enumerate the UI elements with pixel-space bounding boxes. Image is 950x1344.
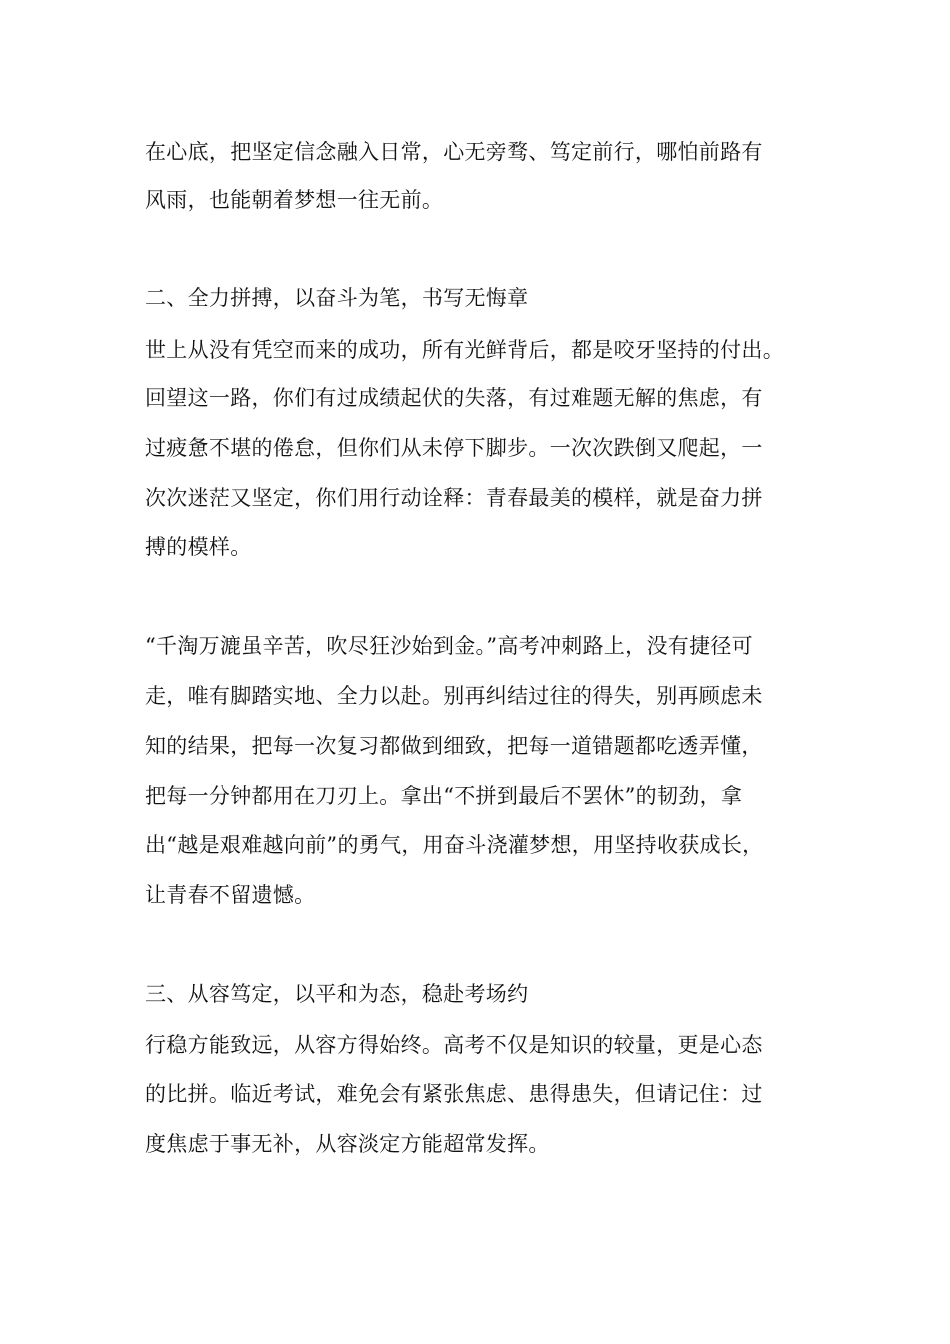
paragraph-line: 出“越是艰难越向前”的勇气，用奋斗浇灌梦想，用坚持收获成长，: [145, 833, 764, 857]
paragraph-line: 行稳方能致远，从容方得始终。高考不仅是知识的较量，更是心态: [145, 1033, 763, 1057]
paragraph-line: 风雨，也能朝着梦想一往无前。: [145, 188, 444, 212]
paragraph-line: 的比拼。临近考试，难免会有紧张焦虑、患得患失，但请记住：过: [145, 1082, 763, 1106]
paragraph-line: 过疲惫不堪的倦怠，但你们从未停下脚步。一次次跌倒又爬起，一: [145, 436, 763, 460]
paragraph-line: 把每一分钟都用在刀刃上。拿出“不拼到最后不罢休”的韧劲，拿: [145, 784, 743, 808]
paragraph-line: 度焦虑于事无补，从容淡定方能超常发挥。: [145, 1132, 550, 1156]
paragraph-line: 搏的模样。: [145, 535, 252, 559]
paragraph-line: 让青春不留遗憾。: [145, 883, 316, 907]
paragraph-line: 知的结果，把每一次复习都做到细致，把每一道错题都吃透弄懂，: [145, 734, 763, 758]
paragraph-line: 世上从没有凭空而来的成功，所有光鲜背后，都是咬牙坚持的付出。: [145, 338, 784, 362]
section-heading: 二、全力拼搏，以奋斗为笔，书写无悔章: [145, 286, 529, 310]
paragraph-line: 次次迷茫又坚定，你们用行动诠释：青春最美的模样，就是奋力拼: [145, 486, 763, 510]
paragraph-line: 回望这一路，你们有过成绩起伏的失落，有过难题无解的焦虑，有: [145, 386, 763, 410]
paragraph-line: “千淘万漉虽辛苦，吹尽狂沙始到金。”高考冲刺路上，没有捷径可: [145, 634, 753, 658]
section-heading: 三、从容笃定，以平和为态，稳赴考场约: [145, 982, 529, 1006]
paragraph-line: 走，唯有脚踏实地、全力以赴。别再纠结过往的得失，别再顾虑未: [145, 684, 763, 708]
paragraph-line: 在心底，把坚定信念融入日常，心无旁骛、笃定前行，哪怕前路有: [145, 140, 763, 164]
